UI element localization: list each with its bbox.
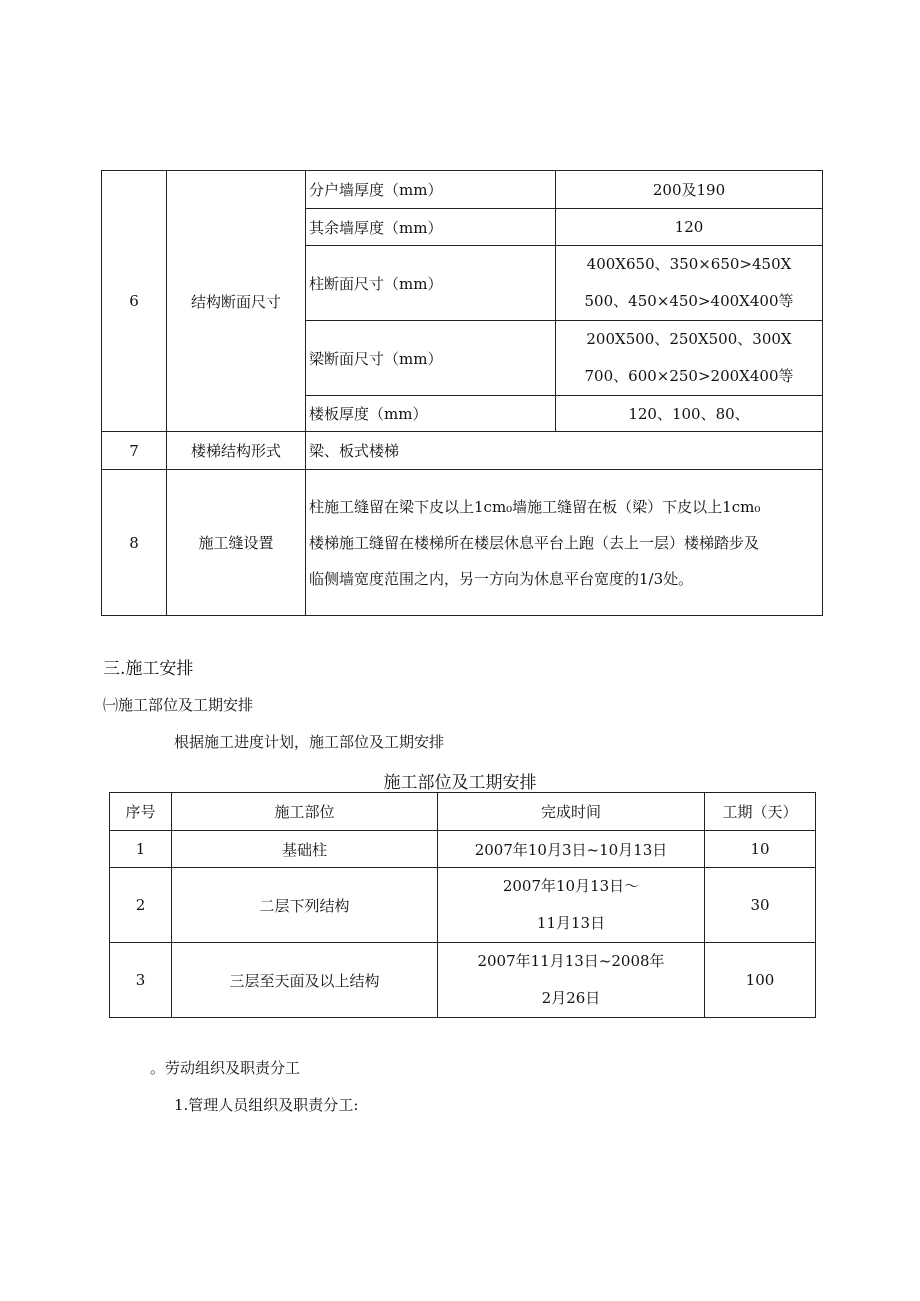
table-caption: 施工部位及工期安排 <box>383 773 537 793</box>
table-row <box>110 831 816 868</box>
time-line: 2007年11月13日~2008年 <box>477 952 665 970</box>
row-number: 2 <box>110 868 172 943</box>
column-header: 施工部位 <box>172 793 438 831</box>
intro-text: 根据施工进度计划，施工部位及工期安排 <box>174 733 445 751</box>
column-header: 工期（天） <box>705 793 816 831</box>
row-item-8: 施工缝设置 <box>167 470 306 616</box>
subsection-heading: 。劳动组织及职责分工 <box>150 1059 301 1077</box>
construction-part: 三层至天面及以上结构 <box>172 943 438 1018</box>
spec-value-line: 400X650、350×650>450X <box>586 255 792 273</box>
spec-label: 柱断面尺寸（mm） <box>306 246 556 321</box>
construction-part: 基础柱 <box>172 831 438 868</box>
completion-time <box>438 868 705 943</box>
spec-value: 120、100、80、 <box>556 396 823 432</box>
spec-label: 梁断面尺寸（mm） <box>306 321 556 396</box>
subsection-heading: ㈠施工部位及工期安排 <box>103 696 254 714</box>
duration-days: 30 <box>705 868 816 943</box>
column-header: 完成时间 <box>438 793 705 831</box>
spec-value <box>556 246 823 321</box>
duration-days: 100 <box>705 943 816 1018</box>
completion-time: 2007年10月3日~10月13日 <box>438 831 705 868</box>
paragraph-line: 临侧墙宽度范围之内，另一方向为休息平台宽度的1/3处。 <box>309 569 694 588</box>
row-number: 1 <box>110 831 172 868</box>
row-number-8: 8 <box>102 470 167 616</box>
table-header-row <box>110 793 816 831</box>
spec-value-line: 200X500、250X500、300X <box>586 330 792 348</box>
table-row <box>102 470 823 616</box>
time-line: 2月26日 <box>541 989 601 1007</box>
row-item-6: 结构断面尺寸 <box>167 171 306 432</box>
spec-value <box>556 321 823 396</box>
construction-part: 二层下列结构 <box>172 868 438 943</box>
spec-label: 楼板厚度（mm） <box>306 396 556 432</box>
construction-joint-text <box>306 470 823 616</box>
spec-label: 其余墙厚度（mm） <box>306 209 556 246</box>
section-heading: 三.施工安排 <box>103 659 194 679</box>
time-line: 11月13日 <box>536 914 606 932</box>
paragraph-line: 柱施工缝留在梁下皮以上1cm₀墙施工缝留在板（梁）下皮以上1cm₀ <box>309 497 761 516</box>
table-row <box>102 432 823 470</box>
spec-value: 梁、板式楼梯 <box>306 432 823 470</box>
spec-label: 分户墙厚度（mm） <box>306 171 556 209</box>
spec-value-line: 500、450×450>400X400等 <box>584 292 794 310</box>
row-number-6: 6 <box>102 171 167 432</box>
completion-time <box>438 943 705 1018</box>
spec-value-line: 700、600×250>200X400等 <box>584 367 794 385</box>
duration-days: 10 <box>705 831 816 868</box>
table-row <box>110 943 816 1018</box>
list-item-heading: 1.管理人员组织及职责分工: <box>174 1096 359 1114</box>
paragraph-line: 楼梯施工缝留在楼梯所在楼层休息平台上跑（去上一层）楼梯踏步及 <box>309 533 760 552</box>
row-item-7: 楼梯结构形式 <box>167 432 306 470</box>
table-row <box>110 868 816 943</box>
row-number: 3 <box>110 943 172 1018</box>
schedule-table <box>109 792 816 1018</box>
time-line: 2007年10月13日～ <box>502 877 640 895</box>
structure-spec-table <box>101 170 823 616</box>
row-number-7: 7 <box>102 432 167 470</box>
spec-value: 200及190 <box>556 171 823 209</box>
column-header: 序号 <box>110 793 172 831</box>
spec-value: 120 <box>556 209 823 246</box>
table-row <box>102 171 823 209</box>
